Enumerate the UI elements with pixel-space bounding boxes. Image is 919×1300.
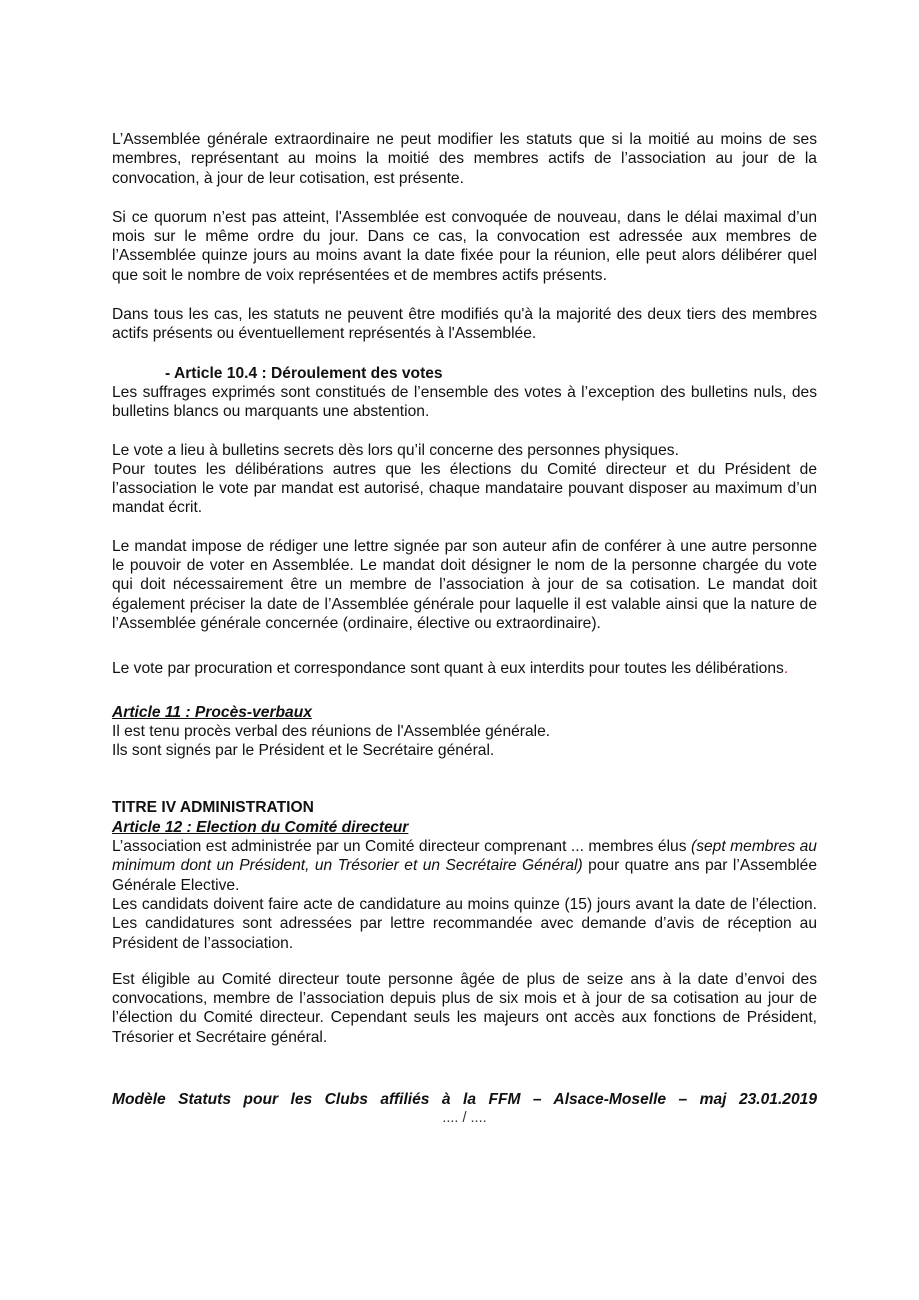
paragraph-mandat-lettre: Le mandat impose de rédiger une lettre signée par son auteur afin de conférer à une autre personne le pouvoir de voter en Assemblée. Le mandat doit désigner le nom de la personne chargée du vote qui doit nécessairement être un membre de l’association à jour de sa cotisation. Le mandat doit également préciser la date de l’Assemblée générale pour laquelle il est valable ainsi que la nature de l’Assemblée générale concernée (ordinaire, élective ou extraordinaire).: [112, 537, 817, 632]
segment-administree-italic: (sept membres au minimum dont un Président, un Trésorier et un Secrétaire Général): [112, 838, 817, 875]
paragraph-suffrages-exprimes: Les suffrages exprimés sont constitués de l’ensemble des votes à l’exception des bulletins nuls, des bulletins blancs ou marquants une abstention.: [112, 383, 817, 421]
paragraph-quorum-extraordinary: L’Assemblée générale extraordinaire ne peut modifier les statuts que si la moitié au moins de ses membres, représentant au moins la moitié des membres actifs de l’association au jour de la convocation, à jour de leur cotisation, est présente.: [112, 131, 817, 187]
heading-article-11: Article 11 : Procès-verbaux: [112, 703, 312, 721]
paragraph-vote-par-mandat: Pour toutes les délibérations autres que les élections du Comité directeur et du Président de l’association le vote par mandat est autorisé, chaque mandataire pouvant disposer au maximum d’un mandat écrit.: [112, 460, 817, 517]
paragraph-comite-directeur-block: [112, 837, 817, 953]
paragraph-two-thirds-majority: Dans tous les cas, les statuts ne peuvent être modifiés qu'à la majorité des deux tiers des membres actifs présents ou éventuellement représentés à l'Assemblée.: [112, 306, 817, 343]
paragraph-procuration-interdite: [112, 659, 817, 678]
paragraph-association-administree: [112, 837, 817, 895]
line-proces-verbal-tenu: Il est tenu procès verbal des réunions de l'Assemblée générale.: [112, 722, 551, 740]
paragraph-candidats: Les candidats doivent faire acte de candidature au moins quinze (15) jours avant la date de l’élection. Les candidatures sont adressées par lettre recommandée avec demande d’avis de réception au Président de l’association.: [112, 895, 817, 952]
segment-administree-start: L’association est administrée par un Comité directeur comprenant ... membres élus: [112, 838, 691, 856]
page-number: .... / ....: [442, 1110, 487, 1127]
paragraph-procuration-text: Le vote par procuration et correspondance sont quant à eux interdits pour toutes les délibérations: [112, 660, 784, 678]
footer-document-title: Modèle Statuts pour les Clubs affiliés à la FFM – Alsace-Moselle – maj 23.01.2019: [112, 1090, 817, 1108]
segment-administree-end: pour quatre ans par l’Assemblée Générale Elective.: [112, 857, 817, 894]
paragraph-eligibilite: Est éligible au Comité directeur toute personne âgée de plus de seize ans à la date d’envoi des convocations, membre de l’association depuis plus de six mois et à jour de sa cotisation au jour de l’élection du Comité directeur. Cependant seuls les majeurs ont accès aux fonctions de Président, Trésorier et Secrétaire général.: [112, 970, 817, 1046]
paragraph-vote-block: [112, 441, 817, 518]
heading-article-10-4: - Article 10.4 : Déroulement des votes: [165, 364, 443, 382]
heading-titre-iv-administration: TITRE IV ADMINISTRATION: [112, 799, 314, 817]
paragraph-proces-verbaux-block: [112, 722, 817, 761]
heading-article-12: Article 12 : Election du Comité directeur: [112, 818, 409, 836]
line-proces-verbal-signes: Ils sont signés par le Président et le Secrétaire général.: [112, 742, 495, 760]
paragraph-quorum-not-reached: Si ce quorum n’est pas atteint, l'Assemblée est convoquée de nouveau, dans le délai maximal d’un mois sur le même ordre du jour. Dans ce cas, la convocation est adressée aux membres de l’Assemblée quinze jours au moins avant la date fixée pour la réunion, elle peut alors délibérer quel que soit le nombre de voix représentées et de membres actifs présents.: [112, 208, 817, 284]
red-period: .: [783, 660, 789, 678]
line-vote-bulletins-secrets: Le vote a lieu à bulletins secrets dès lors qu’il concerne des personnes physiques.: [112, 441, 679, 459]
